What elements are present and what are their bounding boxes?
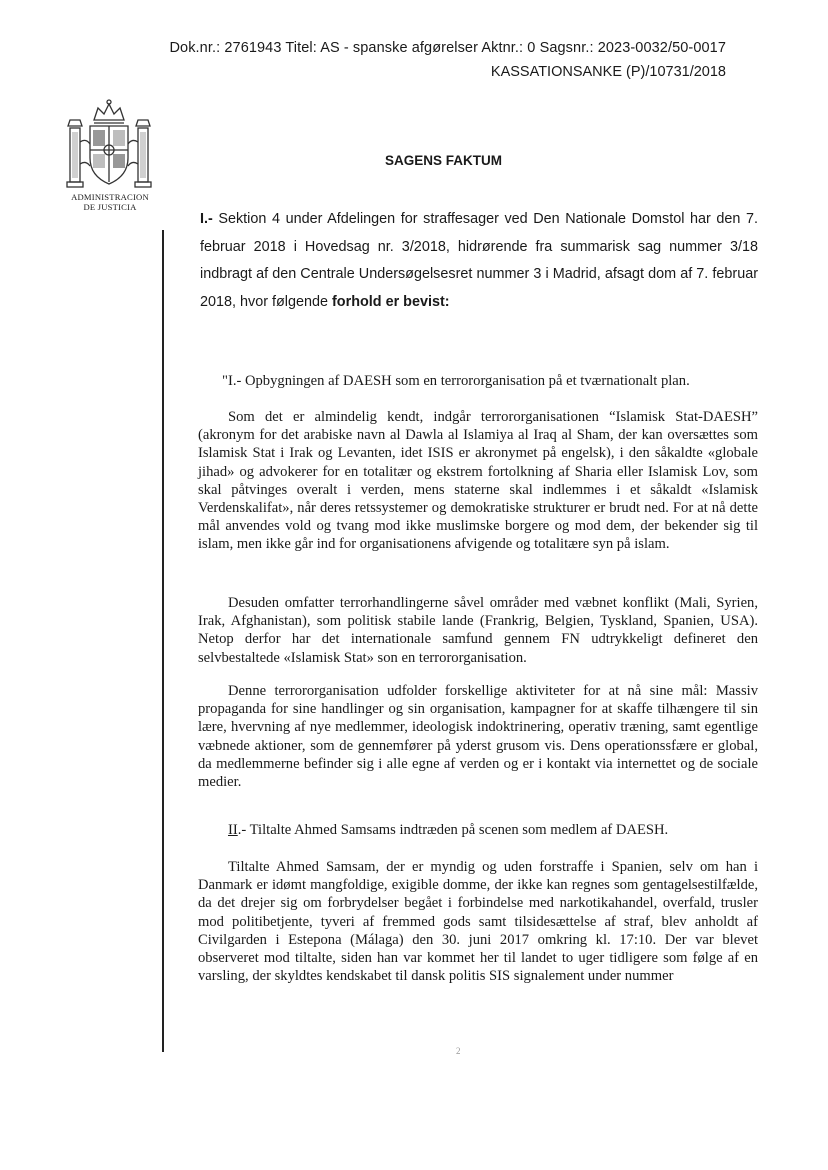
intro-text: Sektion 4 under Afdelingen for straffesager ved Den Nationale Domstol har den 7. februar 2018 i Hovedsag nr. 3/2018, hidrørende fra summarisk sag nummer 3/18 indbragt af den Centrale Undersøgelsesret nummer 3 i Madrid, afsagt dom af 7. februar 2018, hvor følgende: [200, 211, 758, 310]
paragraph-2: Desuden omfatter terrorhandlingerne såvel områder med væbnet konflikt (Mali, Syrien, Irak, Afghanistan), som politisk stabile lande (Frankrig, Belgien, Tyskland, Spanien, USA). Netop derfor har det internationale samfund gennem FN udtrykkeligt defineret den selvbestaltede «Islamisk Stat» son en terrororganisation.: [198, 595, 758, 666]
intro-emphasis: forhold er bevist:: [332, 293, 450, 310]
paragraph-3: Denne terrororganisation udfolder forskellige aktiviteter for at nå sine mål: Massiv propaganda for sine handlinger og sin organisation, kampagner for at skaffe tilhængere til sin lære, hvervning af nye medlemmer, ideologisk indoktrinering, operativ træning, samt egentlige væbnede aktioner, som de gennemfører på yderst grusom vis. Dens operationssfære er global, da medlemmerne befinder sig i alle egne af verden og er i kontakt via internettet og de sociale medier.: [198, 683, 758, 791]
emblem-label: [50, 192, 170, 212]
section-heading-2-number: II: [228, 822, 238, 838]
page-number: 2: [456, 1046, 461, 1056]
page-title: SAGENS FAKTUM: [385, 153, 503, 168]
document-header-line: Dok.nr.: 2761943 Titel: AS - spanske afgørelser Aktnr.: 0 Sagsnr.: 2023-0032/50-0017: [169, 40, 726, 56]
margin-rule: [162, 230, 164, 1052]
emblem-label-line1: ADMINISTRACION: [71, 192, 149, 202]
coat-of-arms-icon: [60, 98, 158, 194]
section-heading-2: [228, 822, 668, 839]
intro-number: I.-: [200, 211, 213, 227]
section-heading-1: "I.- Opbygningen af DAESH som en terrororganisation på et tværnationalt plan.: [222, 373, 690, 389]
paragraph-1: Som det er almindelig kendt, indgår terrororganisationen “Islamisk Stat-DAESH” (akronym for det arabiske navn al Dawla al Islamiya al Iraq al Sham, der kan oversættes som Islamisk Stat i Irak og Levanten, idet ISIS er akronymet på engelsk), i den såkaldte «globale jihad» og advokerer for en totalitær og ekstrem fortolkning af Sharia eller Islamisk Lov, som skal påtvinges overalt i verden, mens staterne skal indlemmes i et såkaldt «Islamisk Verdenskalifat», når deres retssystemer og demokratiske strukturer er brudt ned. For at nå dette mål anvendes vold og tvang mod ikke muslimske borgere og mod dem, der bekender sig til islam, men ikke går ind for organisationens afvigende og totalitære syn på islam.: [198, 409, 758, 553]
case-number-header: KASSATIONSANKE (P)/10731/2018: [490, 64, 726, 80]
emblem-label-line2: DE JUSTICIA: [83, 202, 137, 212]
paragraph-4: Tiltalte Ahmed Samsam, der er myndig og uden forstraffe i Spanien, selv om han i Danmark er idømt mangfoldige, exigible domme, der ikke kan regnes som gentagelsestilfælde, da det drejer sig om forbrydelser begået i forbindelse med narkotikahandel, overfald, trusler mod politibetjente, tyveri af fremmed gods samt tilsidesættelse af straf, blev anholdt af Civilgarden i Estepona (Málaga) den 30. juni 2017 omkring kl. 17:10. Der var blevet observeret mod tiltalte, siden han var kommet her til landet to uger tidligere som følge af en varsling, der skyldtes kendskabet til dansk politis SIS signalement under nummer: [198, 859, 758, 985]
intro-paragraph: [200, 206, 758, 316]
section-heading-2-text: .- Tiltalte Ahmed Samsams indtræden på scenen som medlem af DAESH.: [237, 822, 669, 838]
